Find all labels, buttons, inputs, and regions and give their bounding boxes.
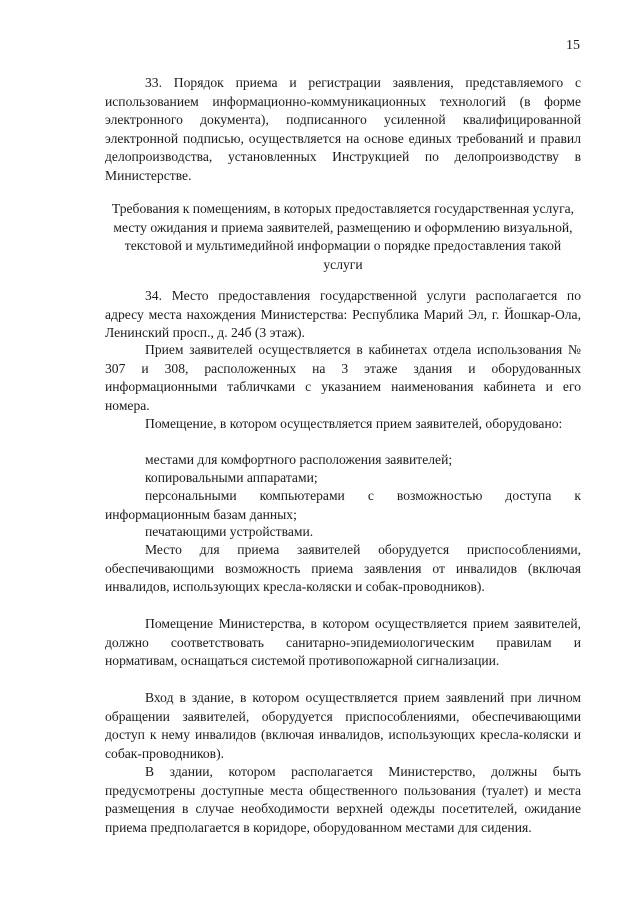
paragraph-ministry-room: Помещение Министерства, в котором осуществляется прием заявителей, должно соответствовать санитарно-эпидемиологическим правилам и нормативам, оснащаться системой противопожарной сигнализации.: [105, 616, 581, 669]
paragraph-entrance: Вход в здание, в котором осуществляется прием заявлений при личном обращении заявителей, оборудуется приспособлениями, обеспечивающими доступ к нему инвалидов (включая инвалидов, использующих кресла-коляски и собак-проводников).: [105, 690, 581, 761]
paragraph-33: 33. Порядок приема и регистрации заявления, представляемого с использованием информационно-коммуникационных технологий (в форме электронного документа), подписанного усиленной квалифицированной электронной подписью, осуществляется на основе единых требований и правил делопроизводства, установленных Инструкцией по делопроизводству в Министерстве.: [105, 75, 581, 183]
list-item: копировальными аппаратами;: [145, 470, 318, 485]
paragraph-disabled-access: Место для приема заявителей оборудуется приспособлениями, обеспечивающими возможность приема заявления от инвалидов (включая инвалидов, использующих кресла-коляски и собак-проводников).: [105, 542, 581, 595]
list-item: местами для комфортного расположения заявителей;: [145, 452, 453, 467]
list-item: персональными компьютерами с возможностью доступа к информационным базам данных;: [105, 488, 581, 522]
list-item: печатающими устройствами.: [145, 524, 314, 539]
paragraph-room: Помещение, в котором осуществляется прием заявителей, оборудовано:: [145, 416, 563, 431]
paragraph-building: В здании, котором располагается Министерство, должны быть предусмотрены доступные места общественного пользования (туалет) и места размещения в случае необходимости верхней одежды посетителей, ожидание приема предполагается в коридоре, оборудованном местами для сидения.: [105, 764, 581, 835]
section-heading: Требования к помещениям, в которых предоставляется государственная услуга, месту ожидания и приема заявителей, размещению и оформлению визуальной, текстовой и мультимедийной информации о порядке предоставления такой услуги: [111, 201, 575, 272]
paragraph-reception: Прием заявителей осуществляется в кабинетах отдела использования № 307 и 308, расположенных на 3 этаже здания и оборудованных информационными табличками с указанием наименования кабинета и его номера.: [105, 342, 581, 413]
paragraph-34: 34. Место предоставления государственной услуги располагается по адресу места нахождения Министерства: Республика Марий Эл, г. Йошкар-Ола, Ленинский просп., д. 24б (3 этаж).: [105, 288, 581, 341]
page-number: 15: [566, 38, 580, 53]
